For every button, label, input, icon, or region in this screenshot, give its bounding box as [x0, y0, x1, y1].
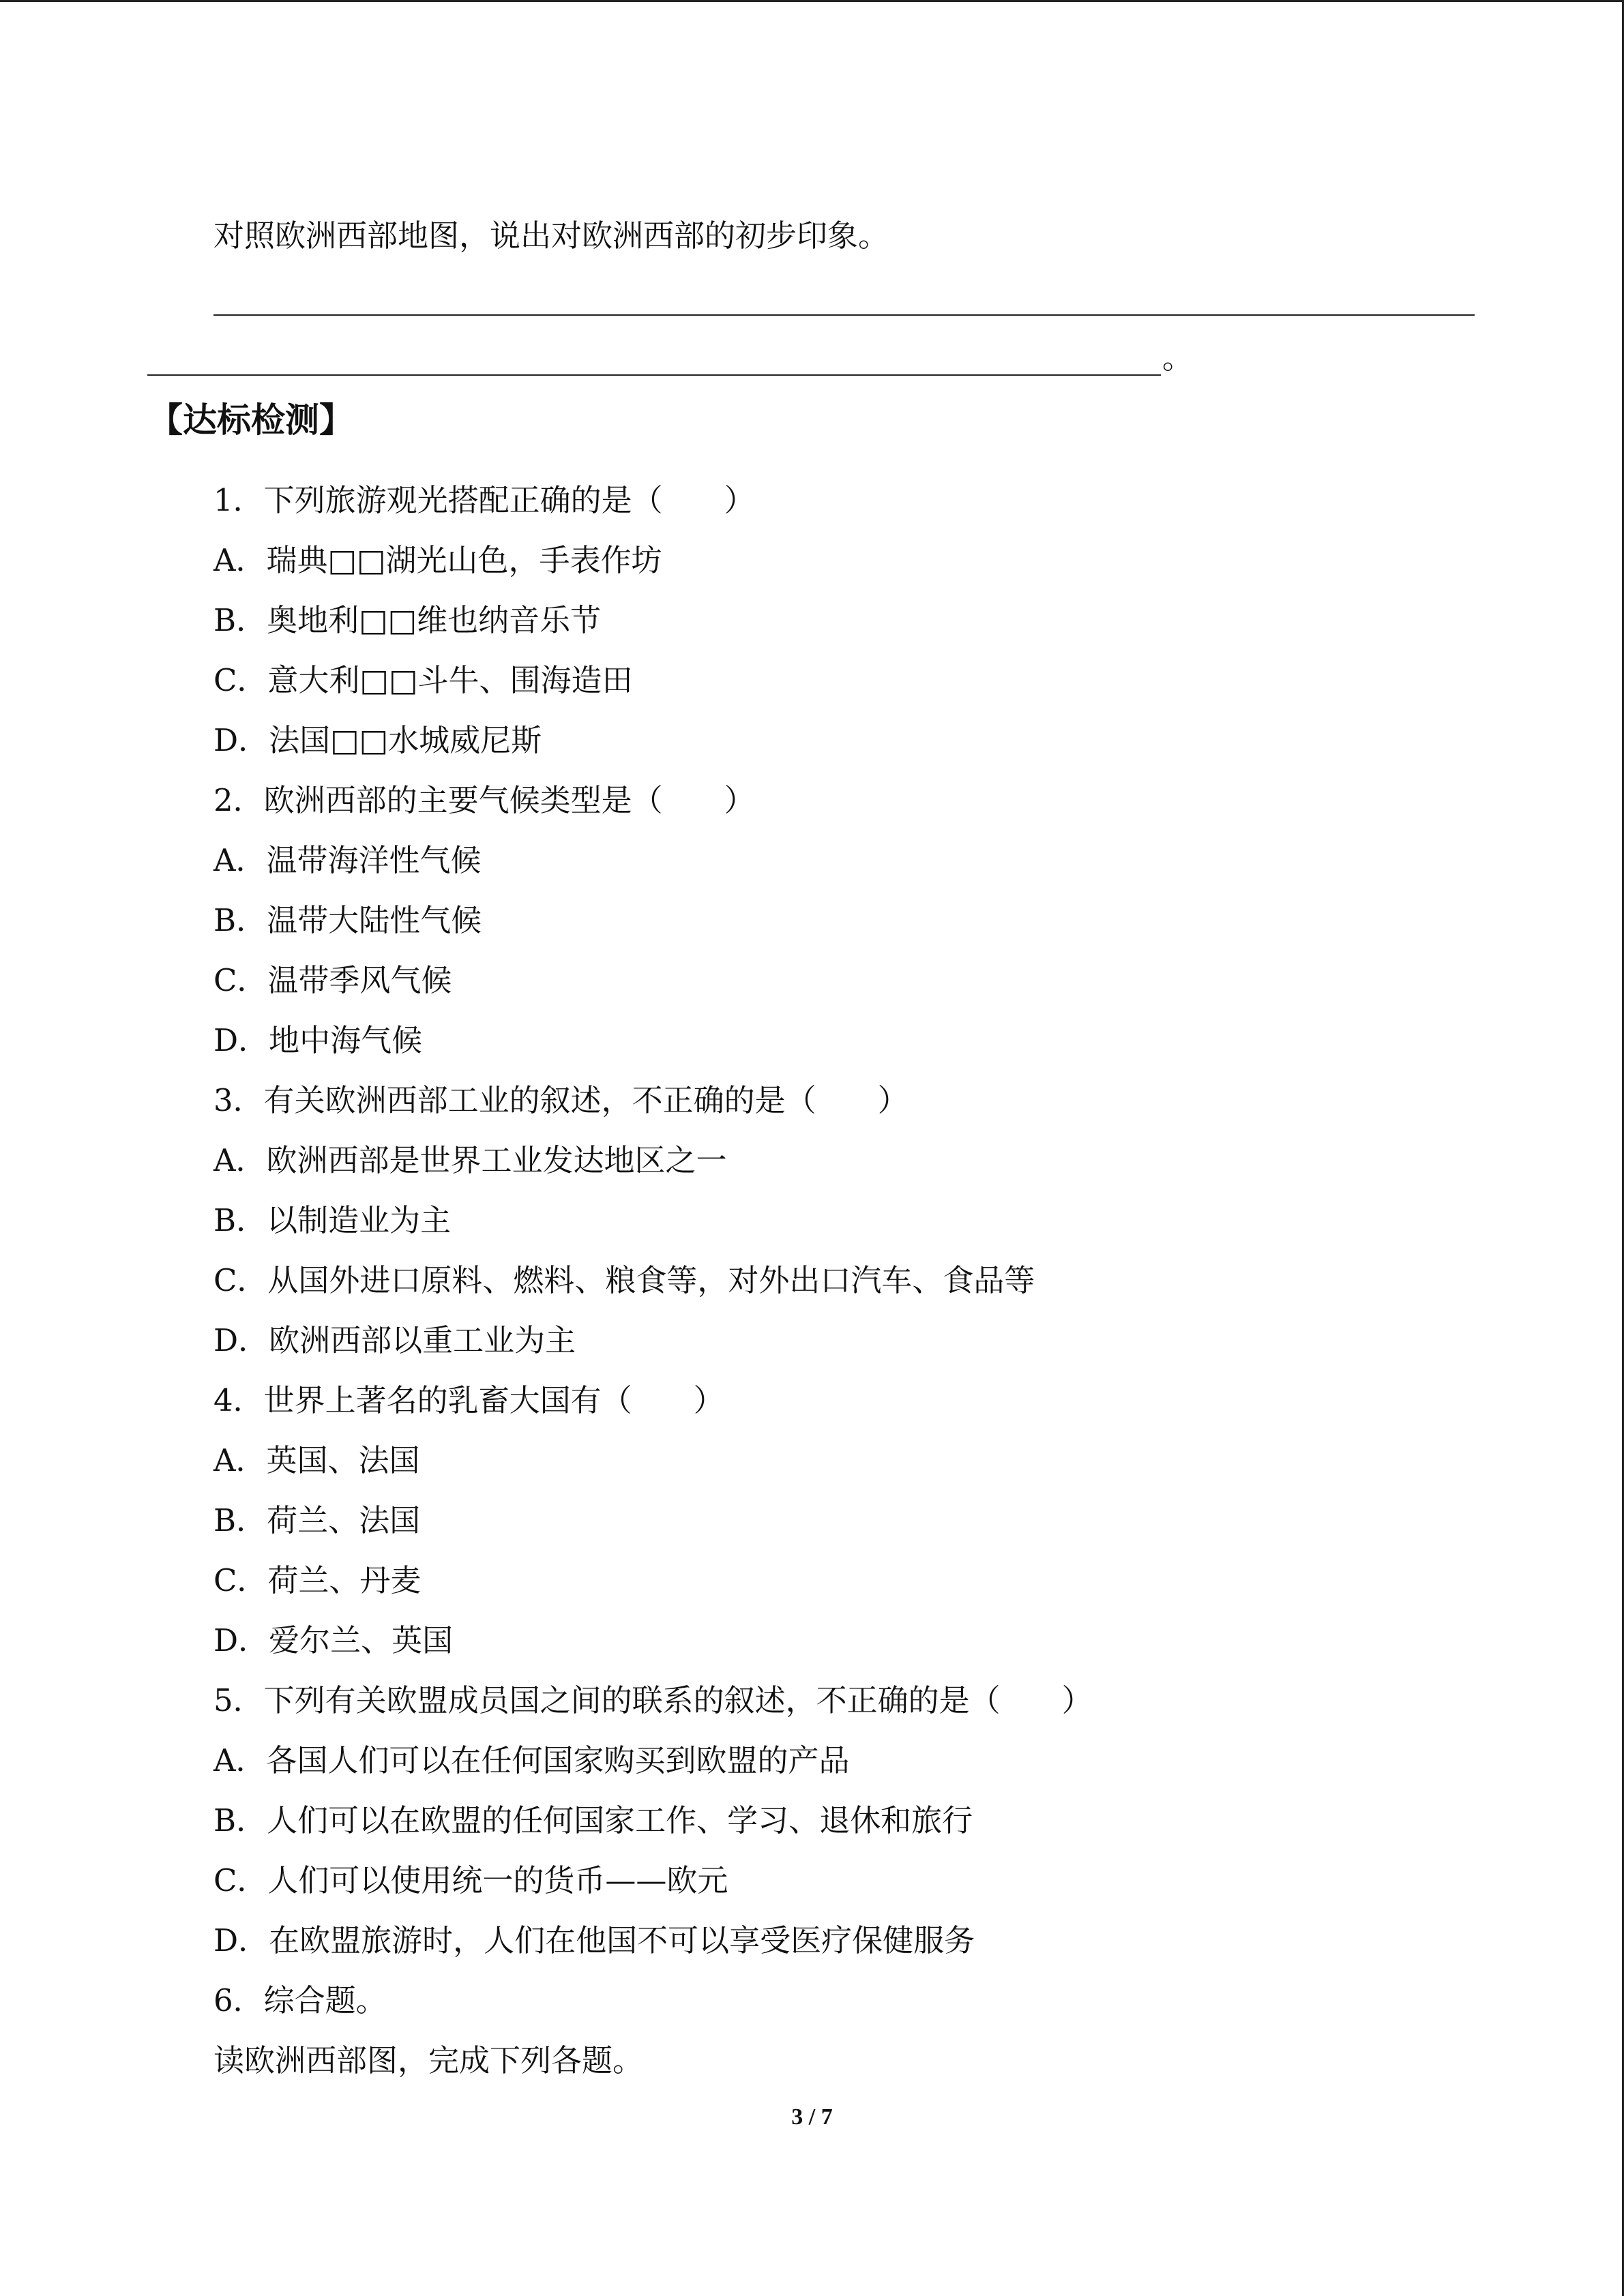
- question-line: 4．世界上著名的乳畜大国有（ ）: [213, 1382, 724, 1418]
- question-line: 1．下列旅游观光搭配正确的是（ ）: [213, 482, 755, 518]
- option-line: B．温带大陆性气候: [213, 902, 482, 938]
- option-line: D．在欧盟旅游时，人们在他国不可以享受医疗保健服务: [213, 1922, 975, 1958]
- option-line: C．意大利□□斗牛、围海造田: [213, 662, 633, 698]
- option-line: B．人们可以在欧盟的任何国家工作、学习、退休和旅行: [213, 1802, 973, 1838]
- page-number: 3 / 7: [791, 2104, 833, 2130]
- question-line: 5．下列有关欧盟成员国之间的联系的叙述，不正确的是（ ）: [213, 1682, 1093, 1718]
- option-line: C．荷兰、丹麦: [213, 1562, 422, 1598]
- option-line: A．各国人们可以在任何国家购买到欧盟的产品: [213, 1742, 850, 1778]
- answer-line-1: [213, 314, 1475, 316]
- instruction-line: 读欧洲西部图，完成下列各题。: [213, 2042, 644, 2078]
- question-line: 2．欧洲西部的主要气候类型是（ ）: [213, 782, 755, 818]
- option-line: B．以制造业为主: [213, 1202, 452, 1238]
- question-line: 3．有关欧洲西部工业的叙述，不正确的是（ ）: [213, 1082, 909, 1118]
- option-line: D．欧洲西部以重工业为主: [213, 1322, 576, 1358]
- answer-end-period: 。: [1162, 340, 1194, 376]
- section-title: 【达标检测】: [149, 400, 353, 440]
- option-line: C．从国外进口原料、燃料、粮食等，对外出口汽车、食品等: [213, 1262, 1035, 1298]
- option-line: B．荷兰、法国: [213, 1502, 421, 1538]
- option-line: D．爱尔兰、英国: [213, 1622, 454, 1658]
- option-line: A．欧洲西部是世界工业发达地区之一: [213, 1142, 727, 1178]
- option-line: A．英国、法国: [213, 1442, 420, 1478]
- option-line: C．人们可以使用统一的货币——欧元: [213, 1862, 728, 1898]
- intro-prompt: 对照欧洲西部地图，说出对欧洲西部的初步印象。: [213, 218, 889, 254]
- option-line: D．地中海气候: [213, 1022, 423, 1058]
- answer-line-2: [147, 374, 1161, 376]
- option-line: B．奥地利□□维也纳音乐节: [213, 602, 602, 638]
- option-line: C．温带季风气候: [213, 962, 452, 998]
- question-line: 6．综合题。: [213, 1982, 387, 2018]
- option-line: D．法国□□水城威尼斯: [213, 722, 542, 758]
- option-line: A．瑞典□□湖光山色，手表作坊: [213, 542, 662, 578]
- page-border-top: [0, 0, 1624, 2]
- option-line: A．温带海洋性气候: [213, 842, 482, 878]
